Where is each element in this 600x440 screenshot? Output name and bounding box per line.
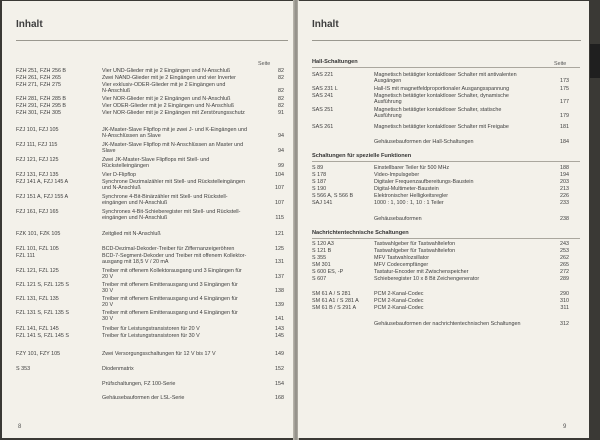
toc-entry-code: FZH 281, FZH 285 B [16,96,67,102]
section-divider [312,161,580,162]
toc-entry-description: Zwei Versorgungsschaltungen für 12 V bis 17 V [102,351,216,357]
toc-entry-page: 82 [278,88,284,95]
toc-entry-code: S 120 A3 [312,241,334,247]
toc-entry-code: S 187 [312,179,327,185]
toc-entry-code: FZJ 151 A, FZJ 155 A [16,194,69,200]
toc-entry-code: SAS 261 [312,124,334,130]
toc-entry-description: Vier NOR-Glieder mit je 2 Eingängen mit Zerstörungsschutz [102,110,245,116]
toc-entry-page: 131 [275,259,284,266]
toc-entry-page: 82 [278,75,284,81]
toc-entry-page: 141 [275,316,284,323]
toc-entry-code: FZH 291, FZH 295 B [16,103,67,109]
toc-entry-code: FZK 101, FZK 105 [16,231,61,237]
toc-entry-page: 107 [275,185,284,192]
toc-entry-code: FZJ 131, FZJ 135 [16,172,59,178]
toc-entry-page: 265 [560,262,569,268]
toc-entry-code: SAJ 141 [312,200,333,206]
toc-entry-description: BCD-7-Segment-Dekoder und Treiber mit offenem Kollektor- ausgang mit 18,5 V / 20 mA [102,253,247,266]
toc-entry-page: 115 [275,215,284,222]
toc-entry-code: FZL 141 S, FZL 145 S [16,333,69,339]
toc-entry-description: Vier NOR-Glieder mit je 2 Eingängen und N-Anschluß [102,96,231,102]
toc-entry-page: 203 [560,179,569,185]
toc-entry-code: S 566 A, S 566 B [312,193,354,199]
toc-entry-page: 121 [275,231,284,237]
toc-entry-description: Vier D-Flipflop [102,172,137,178]
toc-entry-description: Synchrones 4-Bit-Schieberegister mit Stell- und Rückstell- eingängen und N-Anschluß [102,209,241,222]
toc-entry-page: 310 [560,298,569,304]
toc-entry-description: PCM 2-Kanal-Codec [374,298,424,304]
toc-entry-page: 272 [560,269,569,275]
page-title: Inhalt [312,19,339,30]
toc-entry-page: 311 [560,305,569,311]
title-divider [312,40,581,41]
toc-entry-page: 312 [560,321,569,327]
toc-entry-code: SM 61 A1 / S 281 A [312,298,359,304]
toc-entry-description: Magnetisch betätigter kontaktloser Schalter mit antivalenten Ausgängen [374,72,517,85]
toc-entry-page: 139 [275,302,284,309]
toc-entry-code: FZH 301, FZH 305 [16,110,61,116]
toc-entry-description: Video-Impulsgeber [374,172,420,178]
page-number: 8 [18,424,22,430]
toc-entry-page: 145 [275,333,284,339]
right-page [298,1,589,438]
toc-entry-description: Gehäusebauformen der nachrichtentechnischen Schaltungen [374,321,521,327]
toc-entry-description: Diodenmatrix [102,366,134,372]
toc-entry-code: SM 61 A / S 281 [312,291,351,297]
toc-entry-code: FZL 101, FZL 105 [16,246,59,252]
toc-entry-description: Zeitglied mit N-Anschluß [102,231,161,237]
toc-entry-description: Treiber für Leistungstransistoren für 30 V [102,333,200,339]
toc-entry-code: S 178 [312,172,327,178]
toc-entry-page: 213 [560,186,569,192]
toc-entry-code: FZL 121 S, FZL 125 S [16,282,69,288]
left-page [2,1,294,438]
toc-entry-code: SM 61 B / S 291 A [312,305,357,311]
page-title: Inhalt [16,19,43,30]
section-divider [312,67,580,68]
toc-entry-description: Treiber mit offenem Emitterausgang und 3 Eingängen für 30 V [102,282,238,295]
toc-entry-description: Treiber mit offenem Kollektorausgang und 3 Eingängen für 20 V [102,268,242,281]
toc-entry-page: 262 [560,255,569,261]
toc-entry-page: 94 [278,133,284,140]
toc-entry-code: FZJ 161, FZJ 165 [16,209,59,215]
toc-entry-description: Tastwahlgeber für Tastwahltelefon [374,241,456,247]
toc-entry-page: 152 [275,366,284,372]
toc-entry-description: Magnetisch betätigter kontaktloser Schalter, dynamische Ausführung [374,93,509,106]
toc-entry-description: Vier ODER-Glieder mit je 2 Eingängen und N-Anschluß [102,103,235,109]
toc-entry-description: JK-Master-Slave Flipflop mit je zwei J- und K-Eingängen und N-Anschlüssen an Slave [102,127,248,140]
toc-entry-code: FZJ 141 A, FZJ 145 A [16,179,69,185]
page-number: 9 [563,424,567,430]
toc-entry-description: Gehäusebauformen [374,216,422,222]
toc-entry-page: 233 [560,200,569,206]
toc-entry-page: 104 [275,172,284,178]
toc-entry-description: Einstellbarer Teiler für 500 MHz [374,165,450,171]
toc-entry-description: Magnetisch betätigter kontaktloser Schalter, statische Ausführung [374,107,502,120]
toc-entry-page: 181 [560,124,569,130]
toc-entry-code: FZL 141, FZL 145 [16,326,59,332]
toc-entry-page: 243 [560,241,569,247]
toc-entry-description: JK-Master-Slave Flipflop mit N-Anschlüssen an Master und Slave [102,142,244,155]
toc-entry-code: SM 301 [312,262,331,268]
toc-entry-page: 143 [275,326,284,332]
toc-entry-page: 82 [278,103,284,109]
toc-entry-description: Treiber für Leistungstransistoren für 20 V [102,326,200,332]
toc-entry-page: 226 [560,193,569,199]
toc-entry-page: 194 [560,172,569,178]
toc-entry-code: SAS 251 [312,107,334,113]
title-divider [16,40,288,41]
toc-entry-page: 184 [560,139,569,145]
toc-entry-code: SAS 231 L [312,86,338,92]
toc-entry-page: 238 [560,216,569,222]
page-column-label: Seite [258,61,271,67]
toc-entry-code: FZL 131, FZL 135 [16,296,59,302]
toc-entry-code: S 353 [16,366,31,372]
toc-entry-description: Hall-IS mit magnetfeldproportionaler Ausgangsspannung [374,86,510,92]
toc-entry-page: 168 [275,395,284,401]
page-column-label: Seite [554,61,567,67]
toc-entry-description: Zwei NAND-Glieder mit je 2 Eingängen und vier Inverter [102,75,236,81]
toc-entry-description: MFV Codecempfänger [374,262,429,268]
toc-entry-description: Elektronischer Helligkeitsregler [374,193,449,199]
toc-entry-code: FZL 131 S, FZL 135 S [16,310,69,316]
toc-entry-page: 175 [560,86,569,92]
toc-entry-page: 179 [560,113,569,120]
toc-entry-page: 107 [275,200,284,207]
toc-entry-code: FZH 251, FZH 256 B [16,68,67,74]
toc-entry-code: SAS 241 [312,93,334,99]
toc-entry-description: Magnetisch betätigter kontaktloser Schalter mit Freigabe [374,124,509,130]
toc-entry-description: BCD-Dezimal-Dekoder-Treiber für Ziffernanzeigeröhren [102,246,235,252]
toc-entry-code: FZJ 101, FZJ 105 [16,127,59,133]
toc-entry-description: Zwei JK-Master-Slave Flipflops mit Stell- und Rückstelleingängen [102,157,210,170]
toc-entry-page: 253 [560,248,569,254]
toc-entry-description: Schieberegister 10 x 8 Bit Zeichengenerator [374,276,480,282]
toc-entry-code: FZY 101, FZY 105 [16,351,61,357]
toc-entry-description: Gehäusebauformen der Hall-Schaltungen [374,139,474,145]
toc-entry-page: 290 [560,291,569,297]
toc-entry-description: Vier UND-Glieder mit je 2 Eingängen und N-Anschluß [102,68,231,74]
toc-entry-description: Digital-Multimeter-Baustein [374,186,439,192]
toc-entry-code: S 190 [312,186,327,192]
toc-entry-page: 177 [560,99,569,106]
section-heading: Nachrichtentechnische Schaltungen [312,230,409,236]
toc-entry-code: SAS 221 [312,72,334,78]
toc-entry-page: 94 [278,148,284,155]
toc-entry-description: Gehäusebauformen der LSL-Serie [102,395,185,401]
toc-entry-description: Synchrone 4-Bit-Binärzähler mit Stell- und Rückstell- eingängen und N-Anschluß [102,194,228,207]
toc-entry-page: 173 [560,78,569,85]
toc-entry-description: PCM 2-Kanal-Codec [374,305,424,311]
toc-entry-page: 188 [560,165,569,171]
section-heading: Schaltungen für spezielle Funktionen [312,153,412,159]
toc-entry-code: FZJ 121, FZJ 125 [16,157,59,163]
toc-entry-page: 99 [278,163,284,170]
toc-entry-description: PCM 2-Kanal-Codec [374,291,424,297]
toc-entry-code: FZL 121, FZL 125 [16,268,59,274]
toc-entry-page: 91 [278,110,284,116]
toc-entry-code: FZH 271, FZH 275 [16,82,61,88]
section-divider [312,238,580,239]
toc-entry-page: 137 [275,274,284,281]
toc-entry-description: Synchrone Dezimalzähler mit Stell- und Rückstelleingängen und N-Anschluß [102,179,245,192]
thumb-index-tab [590,44,600,78]
toc-entry-page: 154 [275,381,284,387]
toc-entry-code: FZL 111 [16,253,36,259]
toc-entry-description: Treiber mit offenem Emitterausgang und 4 Eingängen für 20 V [102,296,238,309]
toc-entry-description: Vier exklusiv-ODER-Glieder mit je 2 Eingängen und N-Anschluß [102,82,226,95]
toc-entry-code: S 355 [312,255,327,261]
toc-entry-page: 82 [278,96,284,102]
toc-entry-description: Tastatur-Encoder mit Zwischenspeicher [374,269,469,275]
toc-entry-description: Tastwahlgeber für Tastwahltelefon [374,248,456,254]
toc-entry-code: S 607 [312,276,327,282]
toc-entry-description: Digitaler Frequenzaufbereitungs-Baustein [374,179,474,185]
toc-entry-page: 289 [560,276,569,282]
toc-entry-code: S 121 B [312,248,332,254]
toc-entry-description: Treiber mit offenem Emitterausgang und 4 Eingängen für 30 V [102,310,238,323]
toc-entry-page: 149 [275,351,284,357]
toc-entry-page: 125 [275,246,284,252]
toc-entry-page: 138 [275,288,284,295]
section-heading: Hall-Schaltungen [312,59,358,65]
toc-entry-code: FZJ 111, FZJ 115 [16,142,58,148]
toc-entry-code: S 600 ES, -P [312,269,344,275]
toc-entry-description: MFV Tastwahlozsillator [374,255,430,261]
toc-entry-code: S 89 [312,165,324,171]
toc-entry-description: Prüfschaltungen, FZ 100-Serie [102,381,176,387]
toc-entry-description: 1000 : 1, 100 : 1, 10 : 1 Teiler [374,200,444,206]
toc-entry-code: FZH 261, FZH 265 [16,75,61,81]
toc-entry-page: 82 [278,68,284,74]
